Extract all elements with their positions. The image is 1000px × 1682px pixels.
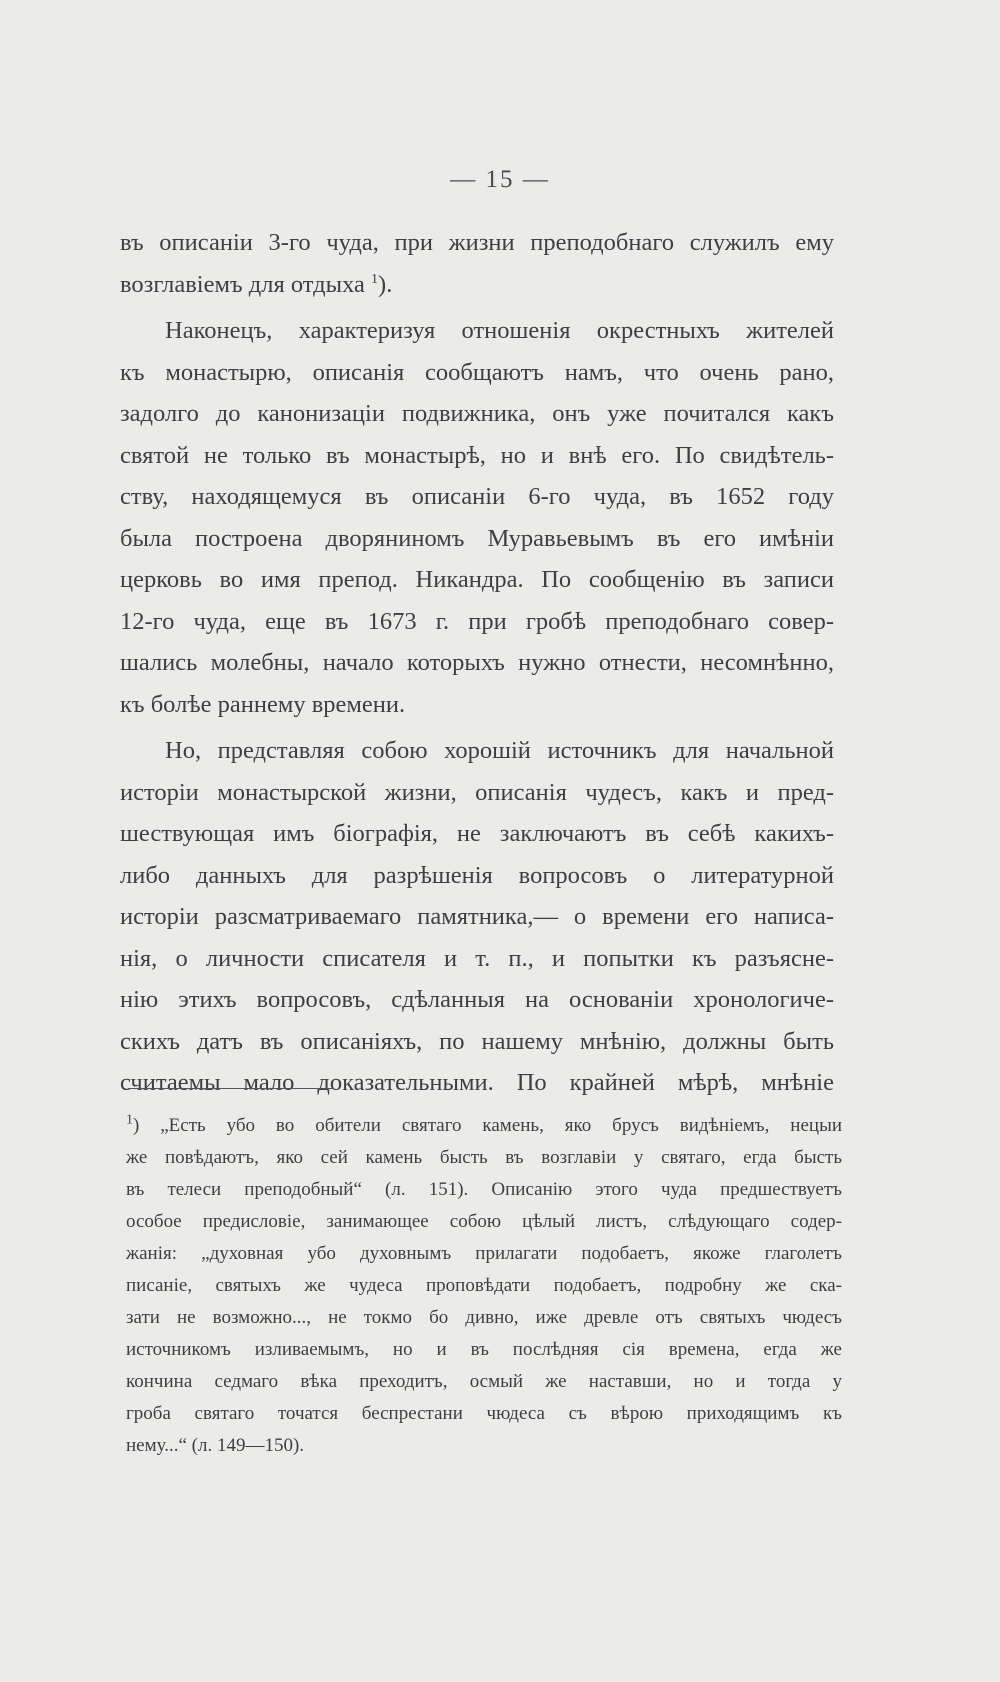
text-line: скихъ датъ въ описаніяхъ, по нашему мнѣнію, должны быть bbox=[120, 1027, 834, 1055]
text-line: къ монастырю, описанія сообщаютъ намъ, что очень рано, bbox=[120, 358, 834, 386]
text-line: исторіи разсматриваемаго памятника,— о времени его написа- bbox=[120, 903, 834, 930]
text-line: была построена дворяниномъ Муравьевымъ въ его имѣніи bbox=[120, 524, 834, 552]
footnote-line: источникомъ изливаемымъ, но и въ послѣдняя сія времена, егда же bbox=[126, 1339, 842, 1360]
main-text bbox=[120, 222, 834, 1104]
footnote-line: зати не возможно..., не токмо бо дивно, иже древле отъ святыхъ чюдесъ bbox=[126, 1307, 842, 1328]
text-line bbox=[120, 264, 834, 306]
text-line: нія, о личности списателя и т. п., и попытки къ разъясне- bbox=[120, 944, 834, 972]
text-line: либо данныхъ для разрѣшенія вопросовъ о литературной bbox=[120, 861, 834, 889]
footnote-line: нему...“ (л. 149—150). bbox=[126, 1435, 305, 1456]
paragraph-3 bbox=[120, 730, 834, 1104]
footnote-marker: 1 bbox=[126, 1112, 133, 1128]
text-line: въ описаніи 3-го чуда, при жизни преподобнаго служилъ ему bbox=[120, 229, 834, 256]
text-line: считаемы мало доказательными. По крайней мѣрѣ, мнѣніе bbox=[120, 1069, 834, 1096]
page-number: — 15 — bbox=[450, 166, 550, 193]
text-fragment: ) „Есть убо во обители святаго камень, яко брусъ видѣніемъ, нецыи bbox=[133, 1115, 842, 1136]
text-line: задолго до канонизаціи подвижника, онъ уже почитался какъ bbox=[120, 400, 834, 427]
footnote-line bbox=[126, 1110, 842, 1142]
text-fragment: ). bbox=[378, 270, 393, 298]
footnote-line: особое предисловіе, занимающее собою цѣлый листъ, слѣдующаго содер- bbox=[126, 1211, 842, 1232]
text-line: Наконецъ, характеризуя отношенія окрестныхъ жителей bbox=[165, 317, 834, 344]
paragraph-2 bbox=[120, 310, 834, 725]
paragraph-1 bbox=[120, 222, 834, 305]
text-line: нію этихъ вопросовъ, сдѣланныя на основаніи хронологиче- bbox=[120, 986, 834, 1013]
text-line: шались молебны, начало которыхъ нужно отнести, несомнѣнно, bbox=[120, 649, 834, 676]
text-line: шествующая имъ біографія, не заключаютъ въ себѣ какихъ- bbox=[120, 820, 834, 847]
footnote-line: писаніе, святыхъ же чудеса проповѣдати подобаетъ, подробну же ска- bbox=[126, 1275, 842, 1296]
footnote-divider bbox=[128, 1088, 334, 1089]
text-line: 12-го чуда, еще въ 1673 г. при гробѣ преподобнаго совер- bbox=[120, 607, 834, 635]
text-line: ству, находящемуся въ описаніи 6-го чуда, въ 1652 году bbox=[120, 483, 834, 510]
footnote bbox=[126, 1110, 842, 1462]
text-fragment: возглавіемъ для отдыха bbox=[120, 270, 365, 298]
footnote-line: кончина седмаго вѣка преходитъ, осмый же наставши, но и тогда у bbox=[126, 1371, 842, 1392]
text-line: святой не только въ монастырѣ, но и внѣ его. По свидѣтель- bbox=[120, 441, 834, 469]
footnote-line: жанія: „духовная убо духовнымъ прилагати подобаетъ, якоже глаголетъ bbox=[126, 1243, 842, 1264]
footnote-line: въ телеси преподобный“ (л. 151). Описанію этого чуда предшествуетъ bbox=[126, 1179, 842, 1200]
text-line: къ болѣе раннему времени. bbox=[120, 690, 406, 718]
footnote-line: гроба святаго точатся беспрестани чюдеса съ вѣрою приходящимъ къ bbox=[126, 1403, 842, 1424]
text-line: церковь во имя препод. Никандра. По сообщенію въ записи bbox=[120, 566, 834, 593]
text-line: Но, представляя собою хорошій источникъ для начальной bbox=[165, 737, 834, 764]
footnote-line: же повѣдаютъ, яко сей камень бысть въ возглавіи у святаго, егда бысть bbox=[126, 1147, 842, 1168]
text-line: исторіи монастырской жизни, описанія чудесъ, какъ и пред- bbox=[120, 778, 834, 806]
footnote-reference: 1 bbox=[371, 271, 379, 287]
